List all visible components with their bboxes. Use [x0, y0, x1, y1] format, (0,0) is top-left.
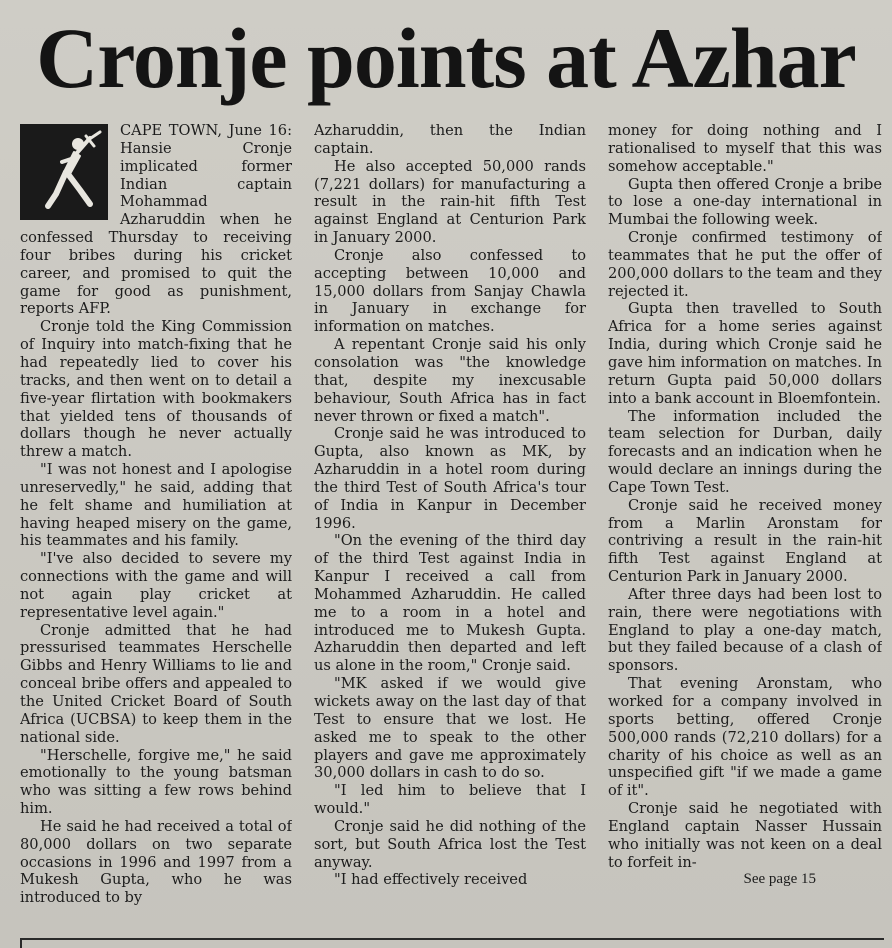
paragraph: Gupta then offered Cronje a bribe to lose a one-day international in Mumbai the following week. [608, 175, 882, 229]
paragraph: He also accepted 50,000 rands (7,221 dollars) for manufacturing a result in the rain-hit fifth Test against England at Centurion Park in January 2000. [314, 157, 586, 247]
paragraph: Azharuddin, then the Indian captain. [314, 122, 586, 157]
paragraph: Cronje said he was introduced to Gupta, also known as MK, by Azharuddin in a hotel room during the third Test of South Africa's tour of India in Kanpur in December 1996. [314, 425, 586, 532]
column-3-paragraphs [608, 122, 882, 871]
paragraph: "On the evening of the third day of the third Test against India in Kanpur I received a call from Mohammed Azharuddin. He called me to a room in a hotel and introduced me to Mukesh Gupta. Azharuddin then departed and left us alone in the room," Cronje said. [314, 532, 586, 675]
column-1-paragraphs [20, 122, 292, 907]
paragraph: "I've also decided to severe my connections with the game and will not again play cricket at representative level again." [20, 550, 292, 621]
paragraph: "I was not honest and I apologise unreservedly," he said, adding that he felt shame and humiliation at having heaped misery on the game, his teammates and his family. [20, 461, 292, 550]
bottom-rule [20, 938, 884, 940]
paragraph: The information included the team selection for Durban, daily forecasts and an indication when he would declare an innings during the Cape Town Test. [608, 407, 882, 496]
paragraph: Cronje told the King Commission of Inquiry into match-fixing that he had repeatedly lied to cover his tracks, and then went on to detail a five-year flirtation with bookmakers that yielded tens of thousands of dollars though he never actually threw a match. [20, 318, 292, 461]
paragraph: Cronje said he negotiated with England captain Nasser Hussain who initially was not keen on a deal to forfeit in- [608, 800, 882, 871]
continuation-note: See page 15 [743, 871, 816, 888]
cricket-batsman-icon [20, 124, 108, 220]
paragraph: "I led him to believe that I would." [314, 782, 586, 818]
paragraph: Cronje admitted that he had pressurised teammates Herschelle Gibbs and Henry Williams to lie and conceal bribe offers and appealed to the United Cricket Board of South Africa (UCBSA) to keep them in the national side. [20, 621, 292, 746]
column-2-paragraphs [314, 122, 586, 889]
bottom-left-tick [20, 938, 22, 948]
headline: Cronje points at Azhar [36, 10, 856, 106]
paragraph: After three days had been lost to rain, there were negotiations with England to play a one-day match, but they failed because of a clash of sponsors. [608, 585, 882, 675]
paragraph: A repentant Cronje said his only consolation was "the knowledge that, despite my inexcusable behaviour, South Africa has in fact never thrown or fixed a match". [314, 336, 586, 425]
article-column-3 [608, 122, 882, 930]
paragraph: "MK asked if we would give wickets away on the last day of that Test to ensure that we lost. He asked me to speak to the other players and gave me approximately 30,000 dollars in cash to do so. [314, 675, 586, 782]
paragraph: Cronje said he did nothing of the sort, but South Africa lost the Test anyway. [314, 817, 586, 871]
paragraph: That evening Aronstam, who worked for a company involved in sports betting, offered Cronje 500,000 rands (72,210 dollars) for a charity of his choice as well as an unspecified gift "if we made a game of it". [608, 675, 882, 800]
paragraph: Gupta then travelled to South Africa for a home series against India, during which Cronje said he gave him information on matches. In return Gupta paid 50,000 dollars into a bank account in Bloemfontein. [608, 300, 882, 407]
paragraph: Cronje confirmed testimony of teammates that he put the offer of 200,000 dollars to the team and they rejected it. [608, 229, 882, 300]
paragraph: Cronje also confessed to accepting between 10,000 and 15,000 dollars from Sanjay Chawla in January in exchange for information on matches. [314, 246, 586, 336]
article-column-1 [20, 122, 292, 930]
paragraph: CAPE TOWN, June 16: Hansie Cronje implicated former Indian captain Mohammad Azharuddin when he confessed Thursday to receiving four bribes during his cricket career, and promised to quit the game for good as punishment, reports AFP. [20, 122, 292, 318]
paragraph: Cronje said he received money from a Marlin Aronstam for contriving a result in the rain-hit fifth Test against England at Centurion Park in January 2000. [608, 496, 882, 586]
paragraph: "I had effectively received [334, 871, 528, 889]
paragraph: He said he had received a total of 80,000 dollars on two separate occasions in 1996 and 1997 from a Mukesh Gupta, who he was introduced to by [20, 817, 292, 907]
paragraph: "Herschelle, forgive me," he said emotionally to the young batsman who was sitting a few rows behind him. [20, 746, 292, 818]
article-column-2 [314, 122, 586, 930]
paragraph: money for doing nothing and I rationalised to myself that this was somehow acceptable." [608, 122, 882, 175]
